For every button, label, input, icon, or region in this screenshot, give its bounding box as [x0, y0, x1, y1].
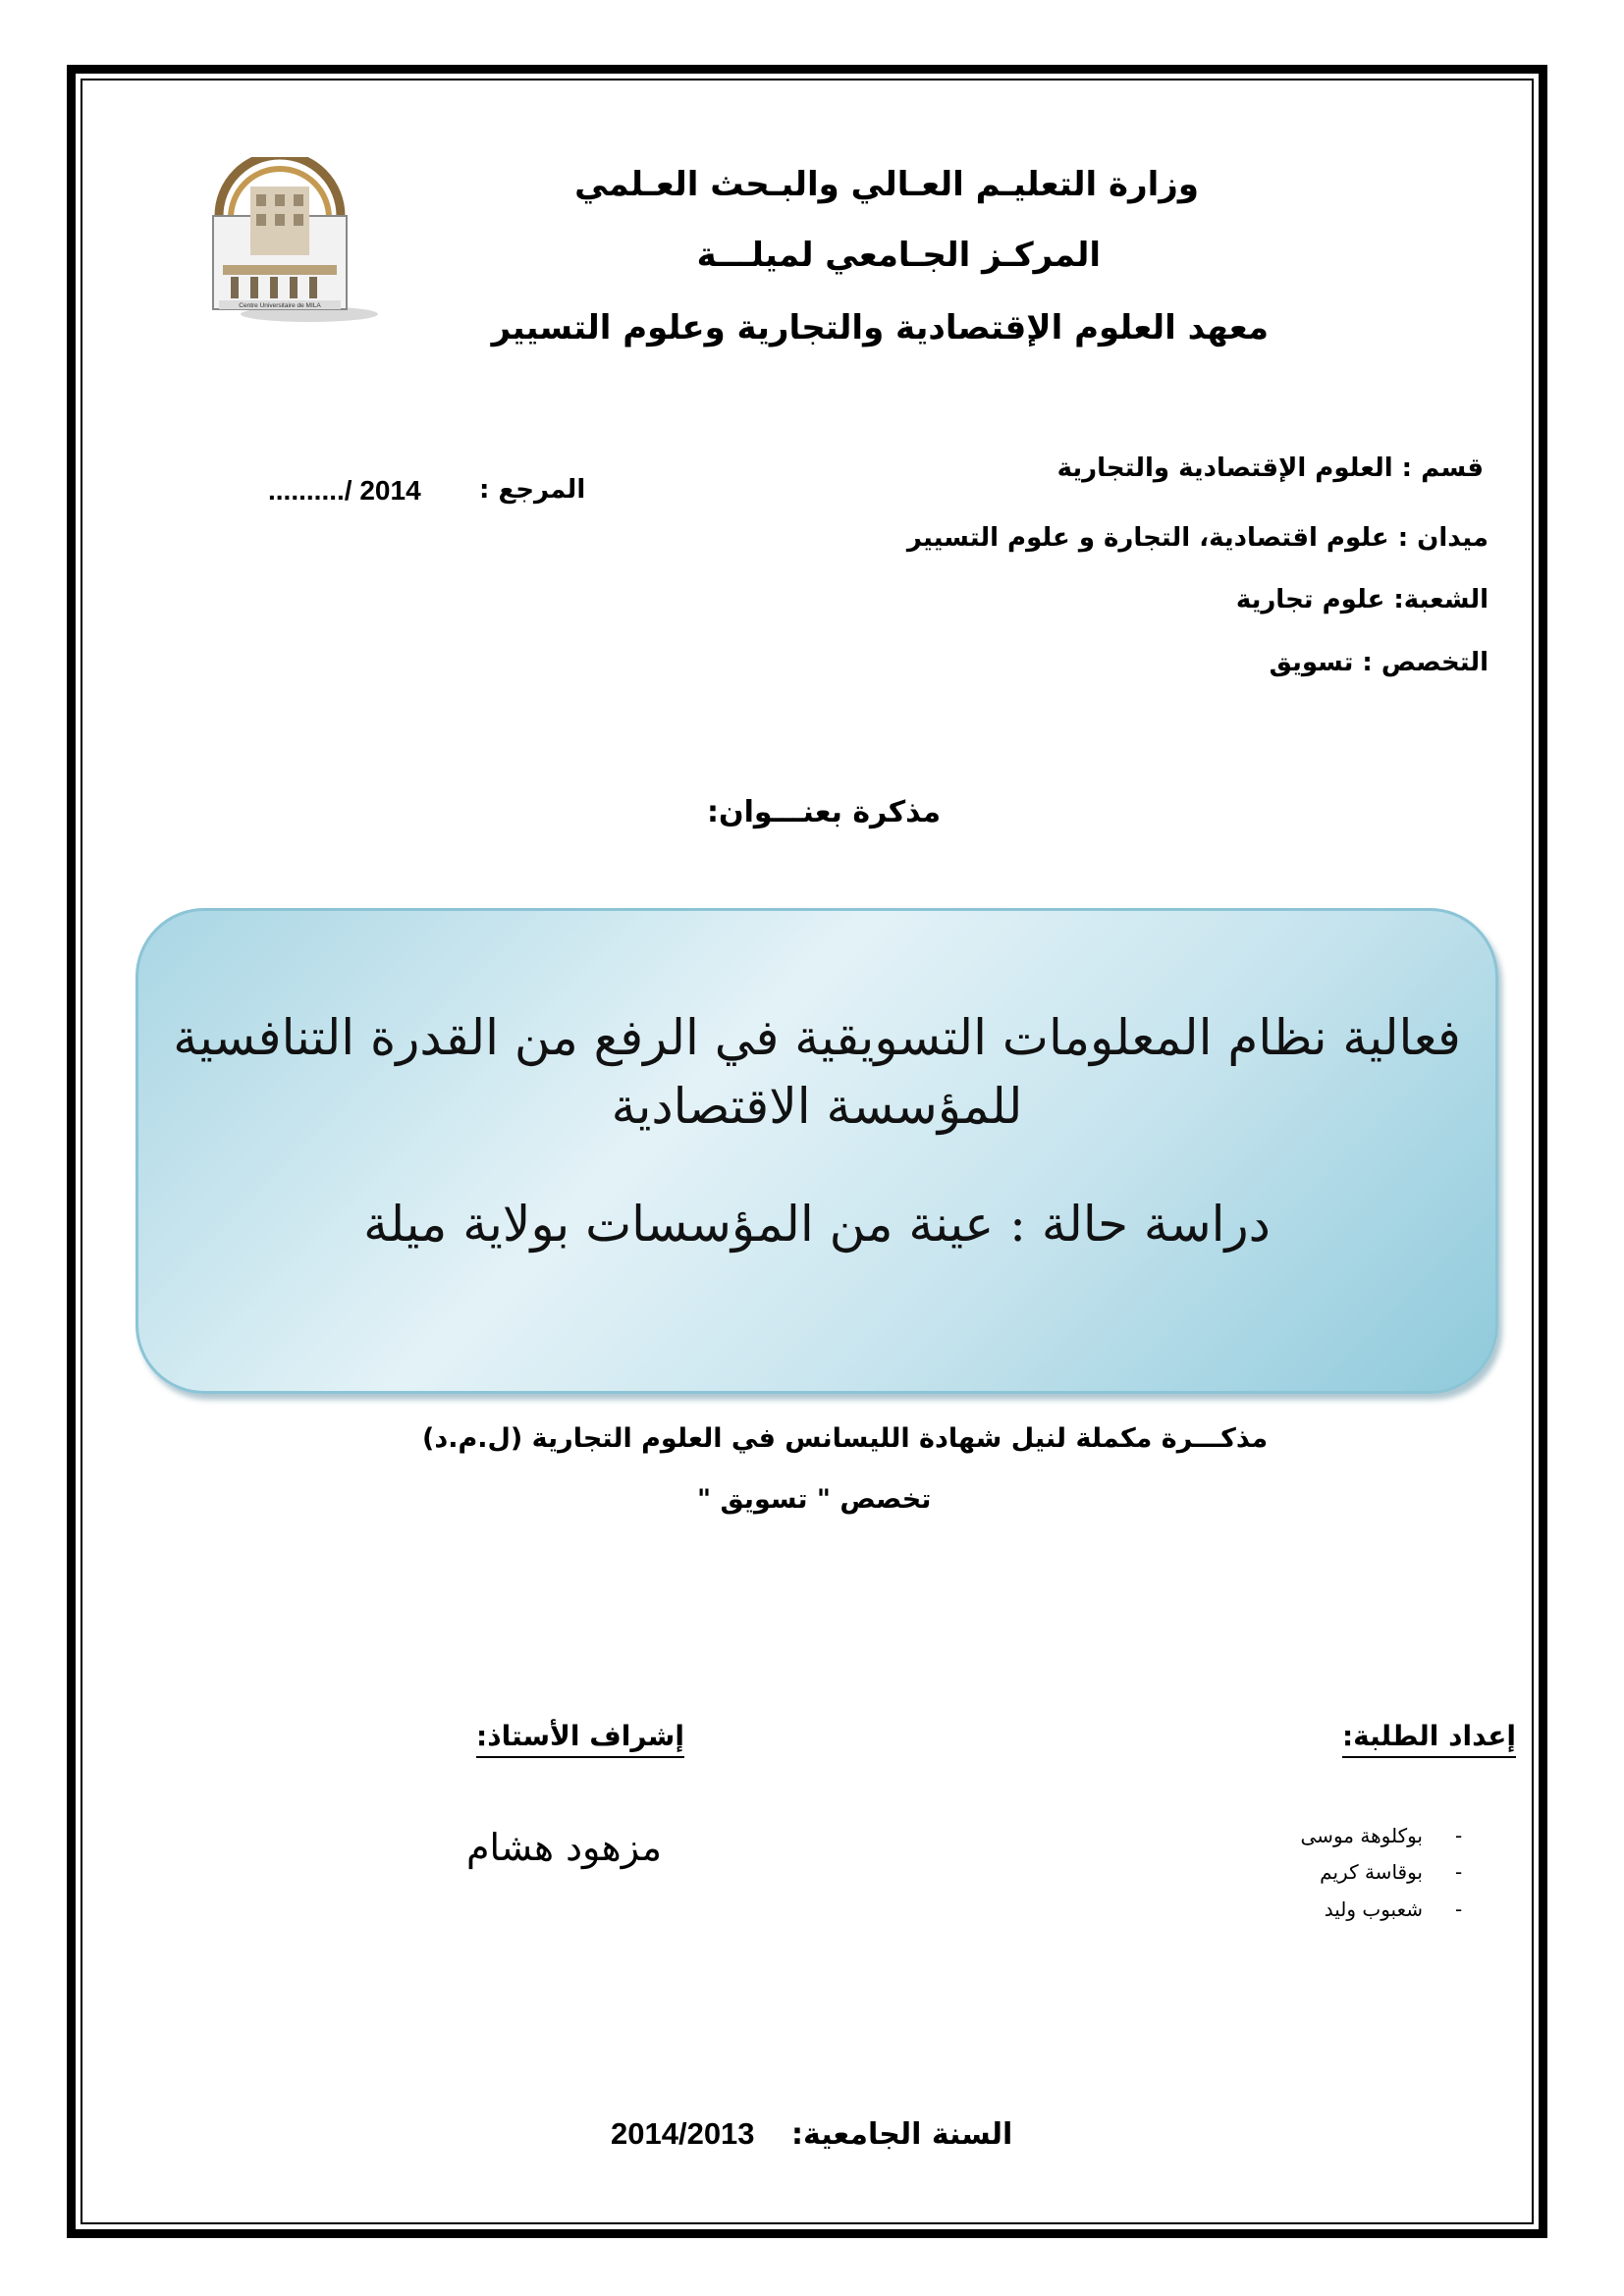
thesis-title-box	[135, 908, 1498, 1394]
thesis-title-line2: للمؤسسة الاقتصادية	[611, 1078, 1023, 1135]
specialty-line: التخصص : تسويق	[1269, 648, 1489, 677]
student-name: شعبوب وليد	[1324, 1897, 1423, 1921]
list-bullet: -	[1455, 1860, 1463, 1884]
ministry-line: وزارة التعليـم العـالي والبـحث العـلمي	[574, 165, 1199, 204]
thesis-title-line1: فعالية نظام المعلومات التسويقية في الرفع من القدرة التنافسية	[173, 1009, 1461, 1066]
branch-line: الشعبة: علوم تجارية	[1235, 585, 1489, 614]
list-bullet: -	[1455, 1897, 1463, 1921]
memo-heading: مذكرة بعنـــوان:	[707, 795, 942, 829]
list-bullet: -	[1455, 1824, 1463, 1847]
department-line: قسم : العلوم الإقتصادية والتجارية	[1056, 454, 1484, 483]
students-heading: إعداد الطلبة:	[1342, 1720, 1516, 1758]
university-logo	[201, 157, 383, 329]
supervisor-heading: إشراف الأستاذ:	[476, 1720, 684, 1758]
academic-year-value: 2014/2013	[611, 2116, 755, 2151]
student-name: بوكلوهة موسى	[1300, 1824, 1423, 1847]
logo-caption: Centre Universitaire de MILA	[239, 302, 321, 309]
field-line: ميدان : علوم اقتصادية، التجارة و علوم التسيير	[906, 523, 1489, 553]
supervisor-name: مزهود هشام	[466, 1826, 663, 1869]
reference-label: المرجع :	[479, 475, 586, 505]
case-study-line: دراسة حالة : عينة من المؤسسات بولاية ميلة	[363, 1196, 1271, 1253]
academic-year-label: السنة الجامعية:	[791, 2117, 1013, 2152]
reference-value: ........../ 2014	[268, 475, 421, 506]
degree-specialty: تخصص " تسويق "	[697, 1484, 932, 1515]
center-line: المركـز الجـامعي لميلـــة	[696, 236, 1101, 275]
institute-line: معهد العلوم الإقتصادية والتجارية وعلوم التسيير	[491, 308, 1269, 347]
student-name: بوقاسة كريم	[1320, 1860, 1423, 1884]
degree-line: مذكـــرة مكملة لنيل شهادة الليسانس في العلوم التجارية (ل.م.د)	[422, 1423, 1269, 1454]
